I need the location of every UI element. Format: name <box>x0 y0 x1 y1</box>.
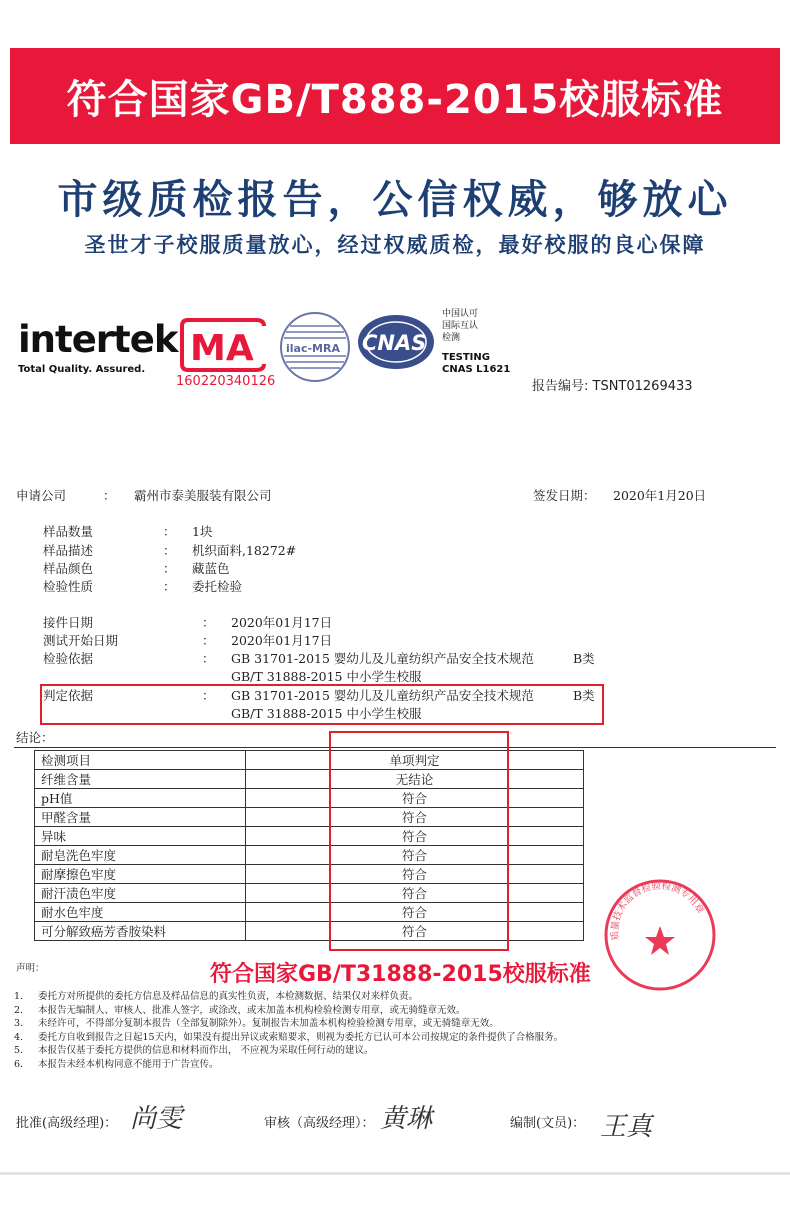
ma-letters: MA <box>190 328 254 369</box>
declaration-item: 4. 委托方自收到报告之日起15天内，如果没有提出异议或索赔要求，则视为委托方已认可本公司按规定的条件提供了合格服务。 <box>14 1031 564 1043</box>
judgement-line1: GB 31701-2015 婴幼儿及儿童纺织产品安全技术规范 <box>231 688 534 703</box>
reviewer-signature: 黄琳 <box>380 1104 433 1134</box>
declaration-label: 声明： <box>16 963 45 974</box>
banner-title: 符合国家GB/T888-2015校服标准 <box>66 76 724 123</box>
basis-line1: GB 31701-2015 婴幼儿及儿童纺织产品安全技术规范 <box>231 651 534 666</box>
approver-signature: 尚雯 <box>130 1104 183 1134</box>
test-start-date-colon: ： <box>202 633 215 648</box>
sample-desc-value: 机织面料,18272# <box>192 543 297 558</box>
cnas-logo-icon <box>356 312 436 372</box>
header-judgement: 单项判定 <box>246 751 584 770</box>
row-result: 符合 <box>246 827 584 846</box>
headline: 市级质检报告，公信权威，够放心 <box>57 177 733 223</box>
received-date-colon: ： <box>202 615 215 630</box>
declaration-item: 3. 未经许可，不得部分复制本报告（全部复制除外）。复制报告未加盖本机构检验检测专用章，或无骑缝章无效。 <box>14 1018 499 1029</box>
declaration-item: 1. 委托方对所提供的委托方信息及样品信息的真实性负责，本检测数据、结果仅对来样负责。 <box>14 991 419 1002</box>
inspection-type-colon: ： <box>163 579 176 594</box>
basis-label: 检验依据 <box>43 651 94 666</box>
row-item: 可分解致癌芳香胺染料 <box>35 922 246 941</box>
intertek-tagline: Total Quality. Assured. <box>18 364 146 375</box>
subheadline: 圣世才子校服质量放心，经过权威质检，最好校服的良心保障 <box>84 233 706 257</box>
row-item: 耐皂洗色牢度 <box>35 846 246 865</box>
header-item: 检测项目 <box>35 751 246 770</box>
stamp-text: 质量技术监督检验检测专用章 <box>609 880 706 941</box>
sample-color-colon: ： <box>163 561 176 576</box>
sample-qty-colon: ： <box>163 524 176 539</box>
judgement-line2: GB/T 31888-2015 中小学生校服 <box>231 706 422 721</box>
applicant-label: 申请公司 <box>16 488 67 503</box>
row-result: 符合 <box>246 846 584 865</box>
row-item: 纤维含量 <box>35 770 246 789</box>
row-item: 耐水色牢度 <box>35 903 246 922</box>
row-item: 异味 <box>35 827 246 846</box>
row-result: 符合 <box>246 789 584 808</box>
test-start-date-label: 测试开始日期 <box>43 633 119 648</box>
row-result: 无结论 <box>246 770 584 789</box>
row-result: 符合 <box>246 884 584 903</box>
ilac-mra-logo-icon <box>278 310 352 384</box>
inspection-type-value: 委托检验 <box>192 579 243 594</box>
issue-date-label: 签发日期： <box>533 488 596 503</box>
report-number: 报告编号: TSNT01269433 <box>532 379 693 394</box>
inspection-type-label: 检验性质 <box>43 579 94 594</box>
judgement-colon: ： <box>202 688 215 703</box>
row-item: 耐摩擦色牢度 <box>35 865 246 884</box>
declaration-item: 6. 本报告未经本机构同意不能用于广告宣传。 <box>14 1058 219 1070</box>
received-date-value: 2020年01月17日 <box>231 615 333 630</box>
declaration-item: 2. 本报告无编制人、审核人、批准人签字，或涂改，或未加盖本机构检验检测专用章，或无骑缝章无效。 <box>14 1004 466 1016</box>
ilac-text: ilac-MRA <box>286 342 340 355</box>
cnas-cn-lines: 中国认可 国际互认 检测 <box>442 309 479 343</box>
row-item: pH值 <box>35 789 246 808</box>
cma-code: 160220340126 <box>176 374 276 389</box>
conclusion-label: 结论： <box>16 730 54 745</box>
sample-desc-label: 样品描述 <box>43 543 94 558</box>
title-banner <box>10 48 780 144</box>
cnas-testing: TESTING CNAS L1621 <box>442 352 511 375</box>
test-start-date-value: 2020年01月17日 <box>231 633 333 648</box>
row-result: 符合 <box>246 903 584 922</box>
approver-label: 批准(高级经理)： <box>16 1116 118 1131</box>
cnas-letters: CNAS <box>362 331 427 355</box>
svg-text:质量技术监督检验检测专用章 <box>609 880 707 941</box>
row-result: 符合 <box>246 865 584 884</box>
sample-qty-value: 1块 <box>192 524 213 539</box>
applicant-colon: ： <box>103 488 116 503</box>
cma-logo-icon <box>176 316 268 374</box>
judgement-highlight-box <box>40 684 604 725</box>
row-item: 耐汗渍色牢度 <box>35 884 246 903</box>
sample-qty-label: 样品数量 <box>43 524 94 539</box>
official-stamp-icon <box>603 878 717 992</box>
intertek-logo: intertek <box>18 318 178 361</box>
basis-class: B类 <box>573 651 595 666</box>
bottom-divider <box>0 1172 790 1175</box>
author-label: 编制(文员)： <box>510 1116 586 1131</box>
sample-color-label: 样品颜色 <box>43 561 94 576</box>
result-highlight-box <box>329 731 509 951</box>
basis-line2: GB/T 31888-2015 中小学生校服 <box>231 669 422 684</box>
row-result: 符合 <box>246 808 584 827</box>
author-signature: 王真 <box>600 1112 653 1142</box>
applicant-value: 霸州市泰美服装有限公司 <box>134 488 272 503</box>
row-result: 符合 <box>246 922 584 941</box>
judgement-label: 判定依据 <box>43 688 94 703</box>
sample-color-value: 藏蓝色 <box>192 561 230 576</box>
standard-caption: 符合国家GB/T31888-2015校服标准 <box>210 962 591 987</box>
declaration-item: 5. 本报告仅基于委托方提供的信息和材料而作出， 不应视为采取任何行动的建议。 <box>14 1045 374 1056</box>
judgement-class: B类 <box>573 688 595 703</box>
row-item: 甲醛含量 <box>35 808 246 827</box>
basis-colon: ： <box>202 651 215 666</box>
received-date-label: 接件日期 <box>43 615 94 630</box>
reviewer-label: 审核（高级经理）： <box>264 1116 375 1131</box>
sample-desc-colon: ： <box>163 543 176 558</box>
issue-date-value: 2020年1月20日 <box>613 488 707 503</box>
declarations-list <box>14 990 714 1071</box>
